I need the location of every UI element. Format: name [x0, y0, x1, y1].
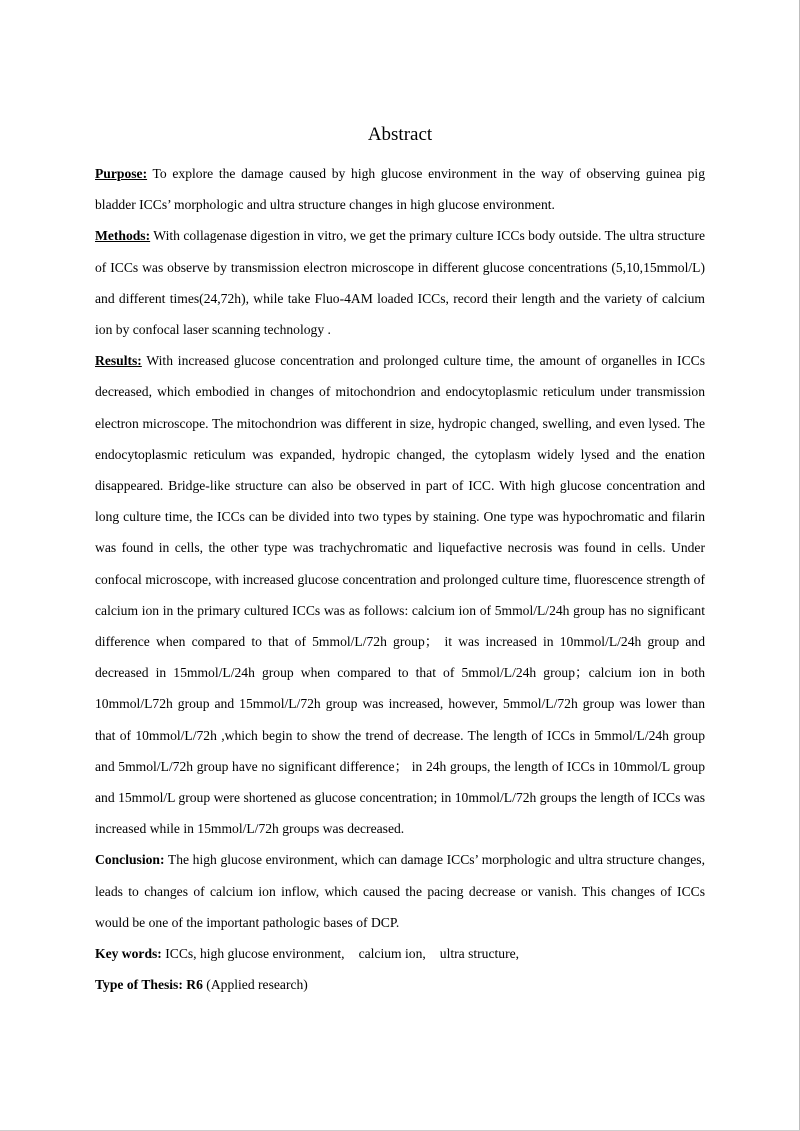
keywords-paragraph: [95, 938, 705, 969]
conclusion-label: Conclusion:: [95, 852, 165, 868]
conclusion-text: The high glucose environment, which can damage ICCs’ morphologic and ultra structure changes, leads to changes of calcium ion inflow, which caused the pacing decrease or vanish. This changes of ICCs would be one of the important pathologic bases of DCP.: [95, 852, 705, 930]
abstract-title: Abstract: [367, 124, 433, 145]
abstract-body: [95, 158, 705, 1000]
thesis-type-paragraph: [95, 969, 705, 1000]
keywords-label: Key words:: [95, 946, 162, 962]
methods-text: With collagenase digestion in vitro, we get the primary culture ICCs body outside. The ultra structure of ICCs was observe by transmission electron microscope in different glucose concentrations (5,10,15mmol/L) and different times(24,72h), while take Fluo-4AM loaded ICCs, record their length and the variety of calcium ion by confocal laser scanning technology .: [95, 228, 705, 338]
purpose-text: To explore the damage caused by high glucose environment in the way of observing guinea pig bladder ICCs’ morphologic and ultra structure changes in high glucose environment.: [95, 166, 705, 213]
keyword-item: ultra structure,: [439, 946, 520, 962]
conclusion-paragraph: [95, 844, 705, 938]
methods-paragraph: [95, 220, 705, 345]
thesis-type-label: Type of Thesis:: [95, 977, 183, 993]
results-label: Results:: [95, 353, 142, 369]
keyword-item: ICCs, high glucose environment,: [165, 946, 345, 962]
purpose-paragraph: [95, 158, 705, 220]
purpose-label: Purpose:: [95, 166, 148, 181]
keyword-item: calcium ion,: [358, 946, 426, 962]
results-paragraph: [95, 345, 705, 844]
thesis-type-text: (Applied research): [202, 977, 308, 993]
thesis-type-code: R6: [186, 977, 203, 993]
results-text: With increased glucose concentration and prolonged culture time, the amount of organelles in ICCs decreased, which embodied in changes of mitochondrion and endocytoplasmic reticulum under transmission electron microscope. The mitochondrion was different in size, hydropic changed, swelling, and even lysed. The endocytoplasmic reticulum was expanded, hydropic changed, the cytoplasm widely lysed and the enation disappeared. Bridge-like structure can also be observed in part of ICC. With high glucose concentration and long culture time, the ICCs can be divided into two types by staining. One type was hypochromatic and filarin was found in cells, the other type was trachychromatic and liquefactive necrosis was found in cells. Under confocal microscope, with increased glucose concentration and prolonged culture time, fluorescence strength of calcium ion in the primary cultured ICCs was as follows: calcium ion of 5mmol/L/24h group has no significant difference when compared to that of 5mmol/L/72h group； it was increased in 10mmol/L/24h group and decreased in 15mmol/L/24h group when compared to that of 5mmol/L/24h group；calcium ion in both 10mmol/L72h group and 15mmol/L/72h group was increased, however, 5mmol/L/72h group was lower than that of 10mmol/L/72h ,which begin to show the trend of decrease. The length of ICCs in 5mmol/L/24h group and 5mmol/L/72h group have no significant difference； in 24h groups, the length of ICCs in 10mmol/L group and 15mmol/L group were shortened as glucose concentration; in 10mmol/L/72h groups the length of ICCs was increased while in 15mmol/L/72h groups was decreased.: [95, 353, 705, 837]
methods-label: Methods:: [95, 228, 151, 244]
